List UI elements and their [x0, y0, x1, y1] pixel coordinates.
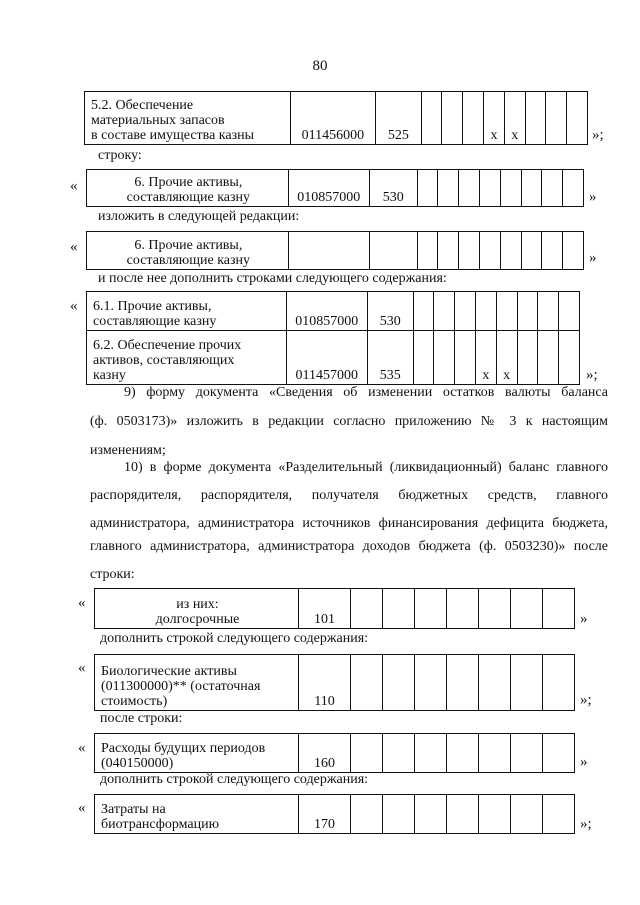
row-label: 6. Прочие активы, составляющие казну: [87, 170, 289, 207]
empty-cell: [383, 734, 415, 773]
line-code-cell: 525: [375, 92, 421, 145]
empty-cell: [447, 795, 479, 834]
empty-cell: [479, 589, 511, 629]
opening-quote: «: [70, 178, 78, 194]
empty-cell: [455, 292, 476, 331]
opening-quote: «: [78, 660, 86, 676]
closing-quote: »: [589, 189, 597, 205]
empty-cell: [511, 589, 543, 629]
row-label: Расходы будущих периодов (040150000): [95, 734, 299, 773]
empty-cell: [438, 232, 459, 270]
empty-cell: [415, 655, 447, 711]
empty-cell: [496, 292, 517, 331]
empty-cell: [438, 170, 459, 207]
empty-cell: [521, 232, 542, 270]
empty-cell: [351, 655, 383, 711]
opening-quote: «: [78, 800, 86, 816]
empty-cell: [567, 92, 588, 145]
row-label: Затраты на биотрансформацию: [95, 795, 299, 834]
empty-cell: [479, 170, 500, 207]
closing-quote: »;: [580, 692, 592, 708]
empty-cell: [413, 292, 434, 331]
empty-cell: [383, 655, 415, 711]
account-code-cell: 010857000: [286, 292, 367, 331]
x-mark-cell: x: [475, 331, 496, 385]
opening-quote: «: [78, 740, 86, 756]
empty-cell: [415, 589, 447, 629]
empty-cell: [447, 589, 479, 629]
line-code-cell: 110: [299, 655, 351, 711]
empty-cell: [442, 92, 463, 145]
empty-cell: [543, 795, 575, 834]
opening-quote: «: [70, 239, 78, 255]
line-code-cell: 530: [367, 292, 413, 331]
opening-quote: «: [70, 298, 78, 314]
empty-cell: [383, 589, 415, 629]
empty-cell: [351, 795, 383, 834]
empty-cell: [434, 331, 455, 385]
empty-cell: [479, 795, 511, 834]
line-code-cell: 530: [369, 170, 417, 207]
empty-cell: [351, 734, 383, 773]
text-line: и после нее дополнить строками следующего содержания:: [98, 271, 447, 286]
form-table-6: [94, 654, 575, 711]
paragraph-10-line-4: главного администратора, администратора доходов бюджета (ф. 0503230)» после: [90, 539, 608, 554]
line-code-cell: 535: [367, 331, 413, 385]
empty-cell: [455, 331, 476, 385]
empty-cell: [517, 331, 538, 385]
empty-cell: [500, 170, 521, 207]
paragraph-9-line-2: (ф. 0503173)» изложить в редакции согласно приложению № 3 к настоящим: [90, 414, 608, 429]
empty-cell: [511, 734, 543, 773]
empty-cell: [542, 170, 563, 207]
empty-cell: [369, 232, 417, 270]
text-line: дополнить строкой следующего содержания:: [100, 772, 369, 787]
closing-quote: »;: [586, 367, 598, 383]
closing-quote: »: [589, 250, 597, 266]
form-table-4: [86, 291, 580, 385]
row-label: Биологические активы (011300000)** (остаточная стоимость): [95, 655, 299, 711]
row-label: из них: долгосрочные: [95, 589, 299, 629]
empty-cell: [351, 589, 383, 629]
form-table-5: [94, 588, 575, 629]
empty-cell: [415, 734, 447, 773]
empty-cell: [543, 655, 575, 711]
empty-cell: [525, 92, 546, 145]
empty-cell: [559, 331, 580, 385]
x-mark-cell: x: [504, 92, 525, 145]
empty-cell: [475, 292, 496, 331]
form-table-2: [86, 169, 584, 207]
line-code-cell: 101: [299, 589, 351, 629]
empty-cell: [447, 734, 479, 773]
empty-cell: [417, 232, 438, 270]
empty-cell: [421, 92, 442, 145]
empty-cell: [517, 292, 538, 331]
paragraph-10-line-5: строки:: [90, 567, 135, 582]
empty-cell: [563, 232, 584, 270]
row-label: 5.2. Обеспечение материальных запасов в составе имущества казны: [85, 92, 291, 145]
form-table-1: [84, 91, 588, 145]
empty-cell: [542, 232, 563, 270]
paragraph-9-line-3: изменениям;: [90, 443, 166, 458]
empty-cell: [413, 331, 434, 385]
empty-cell: [288, 232, 369, 270]
paragraph-10-line-3: администратора, администратора источников финансирования дефицита бюджета,: [90, 516, 608, 531]
form-table-8: [94, 794, 575, 834]
text-line: изложить в следующей редакции:: [98, 209, 300, 224]
form-table-7: [94, 733, 575, 773]
closing-quote: »: [580, 754, 588, 770]
empty-cell: [538, 292, 559, 331]
empty-cell: [417, 170, 438, 207]
opening-quote: «: [78, 595, 86, 611]
paragraph-10-line-2: распорядителя, распорядителя, получателя бюджетных средств, главного: [90, 488, 608, 503]
empty-cell: [479, 655, 511, 711]
empty-cell: [479, 734, 511, 773]
empty-cell: [546, 92, 567, 145]
row-label: 6.1. Прочие активы, составляющие казну: [87, 292, 287, 331]
row-label: 6. Прочие активы, составляющие казну: [87, 232, 289, 270]
empty-cell: [383, 795, 415, 834]
paragraph-9-line-1: 9) форму документа «Сведения об изменении остатков валюты баланса: [124, 385, 608, 400]
row-label: 6.2. Обеспечение прочих активов, составляющих казну: [87, 331, 287, 385]
page-number: 80: [312, 58, 328, 74]
form-table-3: [86, 231, 584, 270]
empty-cell: [459, 232, 480, 270]
empty-cell: [511, 795, 543, 834]
text-line: дополнить строкой следующего содержания:: [100, 631, 369, 646]
empty-cell: [463, 92, 484, 145]
empty-cell: [563, 170, 584, 207]
empty-cell: [459, 170, 480, 207]
empty-cell: [500, 232, 521, 270]
x-mark-cell: x: [496, 331, 517, 385]
closing-quote: »;: [592, 127, 604, 143]
account-code-cell: 011456000: [290, 92, 375, 145]
empty-cell: [511, 655, 543, 711]
empty-cell: [434, 292, 455, 331]
closing-quote: »;: [580, 816, 592, 832]
closing-quote: »: [580, 611, 588, 627]
paragraph-10-line-1: 10) в форме документа «Разделительный (ликвидационный) баланс главного: [124, 460, 608, 475]
empty-cell: [415, 795, 447, 834]
text-line: строку:: [98, 148, 142, 163]
empty-cell: [479, 232, 500, 270]
line-code-cell: 160: [299, 734, 351, 773]
empty-cell: [447, 655, 479, 711]
empty-cell: [538, 331, 559, 385]
empty-cell: [543, 734, 575, 773]
empty-cell: [559, 292, 580, 331]
empty-cell: [543, 589, 575, 629]
account-code-cell: 010857000: [288, 170, 369, 207]
line-code-cell: 170: [299, 795, 351, 834]
x-mark-cell: x: [484, 92, 505, 145]
empty-cell: [521, 170, 542, 207]
text-line: после строки:: [100, 711, 183, 726]
account-code-cell: 011457000: [286, 331, 367, 385]
